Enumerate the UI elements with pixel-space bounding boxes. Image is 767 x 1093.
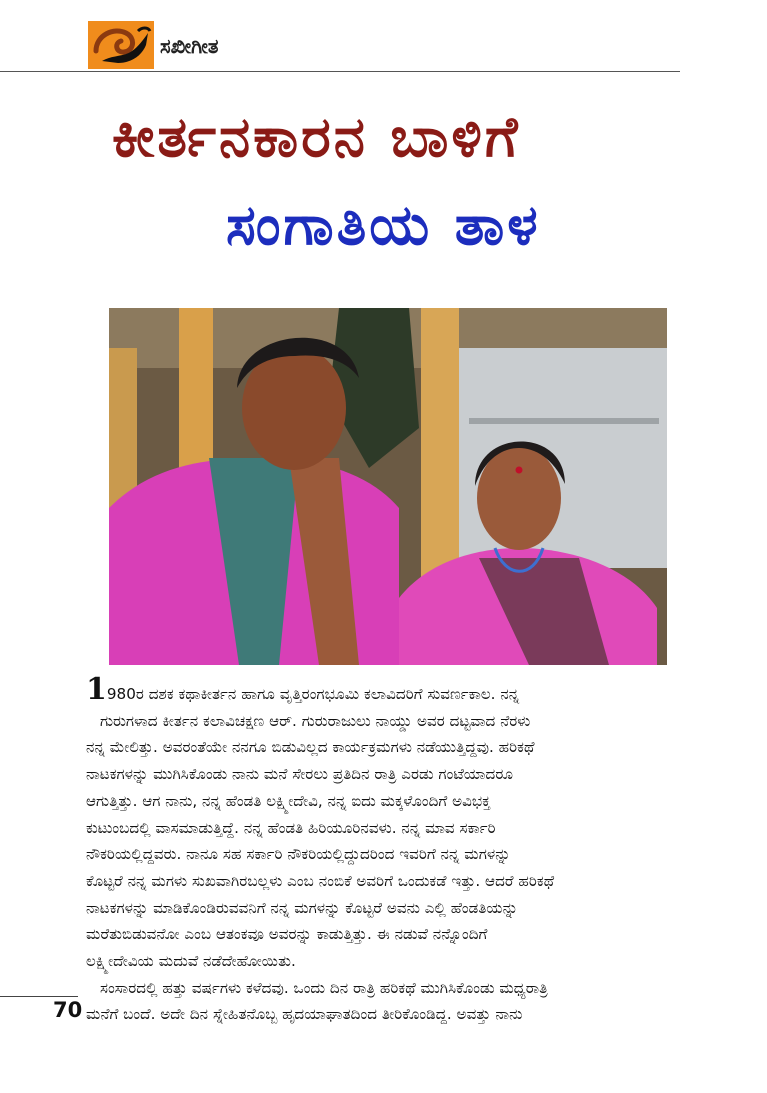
couple-photo [109, 308, 667, 665]
article-body [86, 672, 686, 1028]
article-line: ಮನೆಗೆ ಬಂದೆ. ಅದೇ ದಿನ ಸ್ನೇಹಿತನೊಬ್ಬ ಹೃದಯಾಘಾತದಿಂದ ತೀರಿಕೊಂಡಿದ್ದ. ಅವತ್ತು ನಾನು [86, 1005, 523, 1024]
article-title-line-1: ಕೀರ್ತನಕಾರನ ಬಾಳಿಗೆ [112, 105, 521, 170]
article-line: ಸಂಸಾರದಲ್ಲಿ ಹತ್ತು ವರ್ಷಗಳು ಕಳೆದವು. ಒಂದು ದಿನ ರಾತ್ರಿ ಹರಿಕಥೆ ಮುಗಿಸಿಕೊಂಡು ಮಧ್ಯರಾತ್ರಿ [100, 978, 548, 997]
article-line: ನಾಟಕಗಳನ್ನು ಮಾಡಿಕೊಂಡಿರುವವನಿಗೆ ನನ್ನ ಮಗಳನ್ನು ಕೊಟ್ಟರೆ ಅವನು ಎಲ್ಲಿ ಹೆಂಡತಿಯನ್ನು [86, 898, 518, 917]
article-line: ಗುರುಗಳಾದ ಕೀರ್ತನ ಕಲಾವಿಚಕ್ಷಣ ಆರ್. ಗುರುರಾಜುಲು ನಾಯ್ಡು ಅವರ ದಟ್ಟವಾದ ನೆರಳು [100, 711, 531, 730]
article-line: ಕೊಟ್ಟರೆ ನನ್ನ ಮಗಳು ಸುಖವಾಗಿರಬಲ್ಲಳು ಎಂಬ ನಂಬಿಕೆ ಅವರಿಗೆ ಒಂದುಕಡೆ ಇತ್ತು. ಆದರೆ ಹರಿಕಥೆ [86, 871, 555, 890]
article-line [86, 672, 520, 707]
article-line: ನಾಟಕಗಳನ್ನು ಮುಗಿಸಿಕೊಂಡು ನಾನು ಮನೆ ಸೇರಲು ಪ್ರತಿದಿನ ರಾತ್ರಿ ಎರಡು ಗಂಟೆಯಾದರೂ [86, 765, 514, 784]
article-line-text: 980ರ ದಶಕ ಕಥಾಕೀರ್ತನ ಹಾಗೂ ವೃತ್ತಿರಂಗಭೂಮಿ ಕಲಾವಿದರಿಗೆ ಸುವರ್ಣಕಾಲ. ನನ್ನ [106, 685, 520, 703]
article-line: ನನ್ನ ಮೇಲಿತ್ತು. ಅವರಂತೆಯೇ ನನಗೂ ಬಿಡುವಿಲ್ಲದ ಕಾರ್ಯಕ್ರಮಗಳು ನಡೆಯುತ್ತಿದ್ದವು. ಹರಿಕಥೆ [86, 738, 535, 757]
article-line: ನೌಕರಿಯಲ್ಲಿದ್ದವರು. ನಾನೂ ಸಹ ಸರ್ಕಾರಿ ನೌಕರಿಯಲ್ಲಿದ್ದುದರಿಂದ ಇವರಿಗೆ ನನ್ನ ಮಗಳನ್ನು [86, 845, 511, 864]
magazine-logo-icon [88, 21, 154, 69]
article-line: ಕುಟುಂಬದಲ್ಲಿ ವಾಸಮಾಡುತ್ತಿದ್ದೆ. ನನ್ನ ಹೆಂಡತಿ ಹಿರಿಯೂರಿನವಳು. ನನ್ನ ಮಾವ ಸರ್ಕಾರಿ [86, 818, 496, 837]
article-paragraph-1 [86, 672, 686, 975]
article-line: ಲಕ್ಷ್ಮೀದೇವಿಯ ಮದುವೆ ನಡೆದೇಹೋಯಿತು. [86, 952, 296, 971]
section-name: ಸಖೀಗೀತ [160, 34, 219, 58]
article-paragraph-2 [86, 975, 686, 1028]
article-line: ಆಗುತ್ತಿತ್ತು. ಆಗ ನಾನು, ನನ್ನ ಹೆಂಡತಿ ಲಕ್ಷ್ಮೀದೇವಿ, ನನ್ನ ಐದು ಮಕ್ಕಳೊಂದಿಗೆ ಅವಿಭಕ್ತ [86, 791, 491, 810]
footer-divider [0, 996, 78, 997]
article-line: ಮರೆತುಬಿಡುವನೋ ಎಂಬ ಆತಂಕವೂ ಅವರನ್ನು ಕಾಡುತ್ತಿತ್ತು. ಈ ನಡುವೆ ನನ್ನೊಂದಿಗೆ [86, 925, 488, 944]
article-title-line-2: ಸಂಗಾತಿಯ ತಾಳ [226, 193, 541, 258]
header-divider [0, 71, 680, 72]
drop-cap: 1 [86, 672, 107, 707]
page-number: 70 [53, 998, 83, 1022]
couple-photo-icon [109, 308, 667, 665]
